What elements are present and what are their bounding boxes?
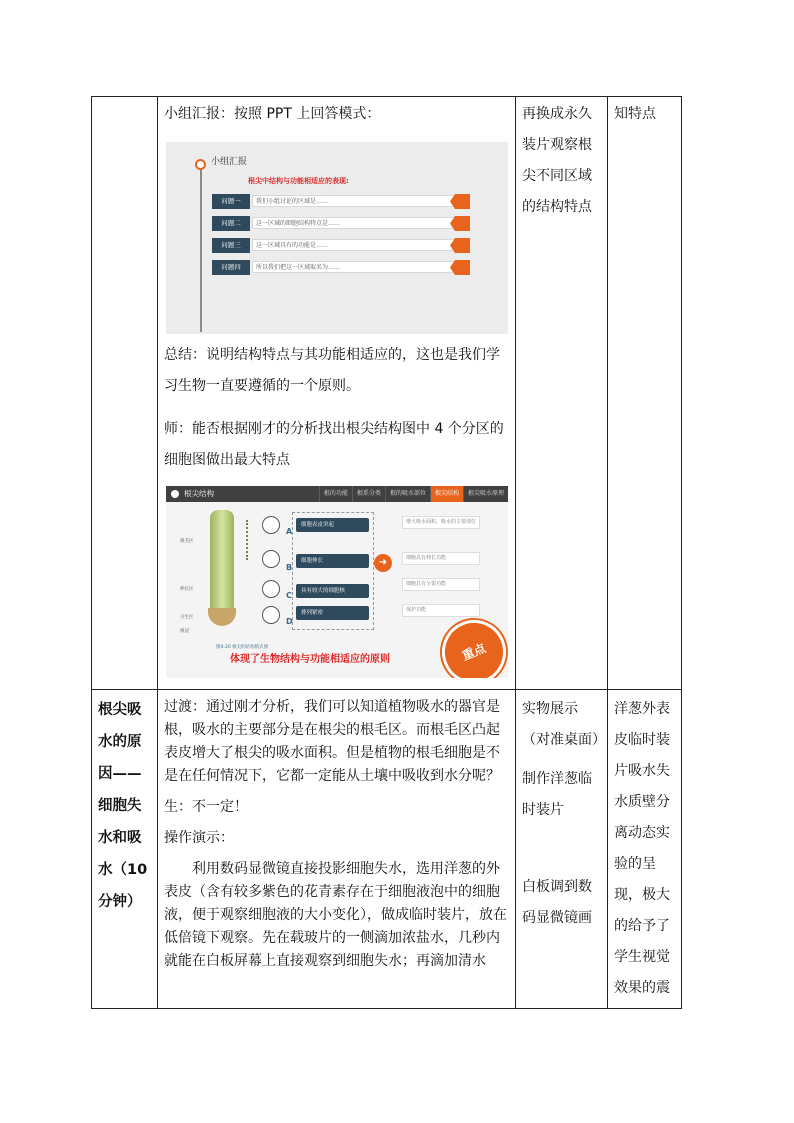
summary-text: 总结：说明结构特点与其功能相适应的，这也是我们学习生物一直要遵循的一个原则。 xyxy=(164,347,500,394)
group-report-intro: 小组汇报：按照 PPT 上回答模式： xyxy=(164,106,381,122)
root-cap-illustration xyxy=(208,608,236,626)
intent-cell xyxy=(608,690,682,1009)
intent-text: 洋葱外表皮临时装片吸水失水质壁分离动态实验的呈现，极大的给予了学生视觉效果的震 xyxy=(614,701,670,996)
figure-caption: 图4-20 根尖的结构模式图 xyxy=(216,645,269,650)
root-tip-illustration xyxy=(210,510,234,618)
question-row xyxy=(212,194,472,209)
key-point-stamp: 重点 xyxy=(432,610,508,678)
slide-header xyxy=(166,486,508,502)
activity-text: 再换成永久装片观察根尖不同区域的结构特点 xyxy=(522,106,592,215)
demo-description: 利用数码显微镜直接投影细胞失水，选用洋葱的外表皮（含有较多紫色的花青素存在于细胞液泡中的细胞液，便于观察细胞液的大小变化），做成临时装片，放在低倍镜下观察。先在载玻片的一侧滴加浓盐水，几秒内就能在白板屏幕上直接观察到细胞失水；再滴加清水 xyxy=(164,861,507,969)
function-box: 增大吸水面积，吸水的主要部位 xyxy=(402,516,480,529)
question-row xyxy=(212,238,472,253)
slide-root-tip-structure xyxy=(166,486,508,678)
content-cell xyxy=(158,690,516,1009)
student-answer: 生：不一定！ xyxy=(164,799,248,815)
phase-cell xyxy=(92,690,158,1009)
conclusion-text: 体现了生物结构与功能相适应的原则 xyxy=(230,654,390,665)
activity-cell xyxy=(516,690,608,1009)
content-cell xyxy=(158,97,516,690)
slide-logo-icon xyxy=(171,490,179,498)
question-row xyxy=(212,260,472,275)
table-row xyxy=(92,97,682,690)
transition-text: 过渡：通过刚才分析，我们可以知道植物吸水的器官是根，吸水的主要部分是在根尖的根毛区。而根毛区凸起表皮增大了根尖的吸水面积。但是植物的根毛细胞是不是在任何情况下，它都一定能从土壤中吸收到水分呢？ xyxy=(164,699,500,784)
cell-diagram-icon xyxy=(262,550,280,568)
zone-letter: A xyxy=(286,527,293,536)
cell-diagram-icon xyxy=(262,580,280,598)
function-box: 细胞具有分裂功能 xyxy=(402,578,480,591)
zone-letter: D xyxy=(286,617,293,626)
question-tag: 问题三 xyxy=(212,238,250,253)
function-box: 细胞具有伸长功能 xyxy=(402,552,480,565)
timeline-dot-icon xyxy=(195,159,206,170)
slide-title: 小组汇报 xyxy=(211,157,248,167)
teacher-question: 师：能否根据刚才的分析找出根尖结构图中 4 个分区的细胞图做出最大特点 xyxy=(164,421,504,468)
activity-item: 制作洋葱临时装片 xyxy=(522,771,592,818)
table-row xyxy=(92,690,682,1009)
intent-cell xyxy=(608,97,682,690)
root-zone-label: 根冠 xyxy=(180,629,189,634)
zone-letter: C xyxy=(286,591,292,600)
phase-cell-empty xyxy=(92,97,158,690)
root-zone-label: 根毛区 xyxy=(180,539,194,544)
activity-item: （对准桌面） xyxy=(522,732,606,748)
feature-box: 细胞表皮突起 xyxy=(296,518,369,532)
question-tag: 问题四 xyxy=(212,260,250,275)
intent-text: 知特点 xyxy=(614,106,656,122)
question-text: 我们小组讨论的区域是…… xyxy=(252,195,462,207)
demo-label: 操作演示： xyxy=(164,830,234,846)
feature-box: 排列紧密 xyxy=(296,606,369,620)
question-text: 所以我们把这一区域取名为…… xyxy=(252,261,462,273)
question-text: 这一区域具有的功能是…… xyxy=(252,239,462,251)
slide-tab: 根系分类 xyxy=(352,486,385,502)
function-box: 保护功能 xyxy=(402,604,480,617)
slide-subtitle: 根尖中结构与功能相适应的表现: xyxy=(248,177,349,185)
phase-title: 根尖吸水的原因——细胞失水和吸水（10 分钟） xyxy=(98,702,148,910)
cell-diagram-icon xyxy=(262,606,280,624)
slide-group-report xyxy=(166,142,508,334)
slide-tab-active: 根尖结构 xyxy=(430,486,463,502)
feature-box: 具有较大的细胞核 xyxy=(296,584,369,598)
arrow-right-icon: ➜ xyxy=(374,554,392,572)
root-hairs-illustration xyxy=(232,520,248,560)
activity-item: 白板调到数码显微镜画 xyxy=(522,879,592,926)
slide-tab: 根尖吸水原理 xyxy=(463,486,508,502)
question-tag: 问题二 xyxy=(212,216,250,231)
activity-cell xyxy=(516,97,608,690)
lesson-plan-table xyxy=(91,96,682,1009)
zone-letter: B xyxy=(286,563,293,572)
timeline-line xyxy=(200,160,202,332)
activity-item: 实物展示 xyxy=(522,701,578,717)
slide-tab: 根的吸水部位 xyxy=(385,486,430,502)
slide-title: 根尖结构 xyxy=(184,489,214,498)
question-text: 这一区域的细胞结构特点是…… xyxy=(252,217,462,229)
question-row xyxy=(212,216,472,231)
cell-diagram-icon xyxy=(262,516,280,534)
root-zone-label: 分生区 xyxy=(180,615,194,620)
slide-tab: 根的功能 xyxy=(319,486,352,502)
question-tag: 问题一 xyxy=(212,194,250,209)
slide-tabs xyxy=(319,486,508,502)
feature-box: 细胞伸长 xyxy=(296,554,369,568)
root-zone-label: 伸长区 xyxy=(180,587,194,592)
